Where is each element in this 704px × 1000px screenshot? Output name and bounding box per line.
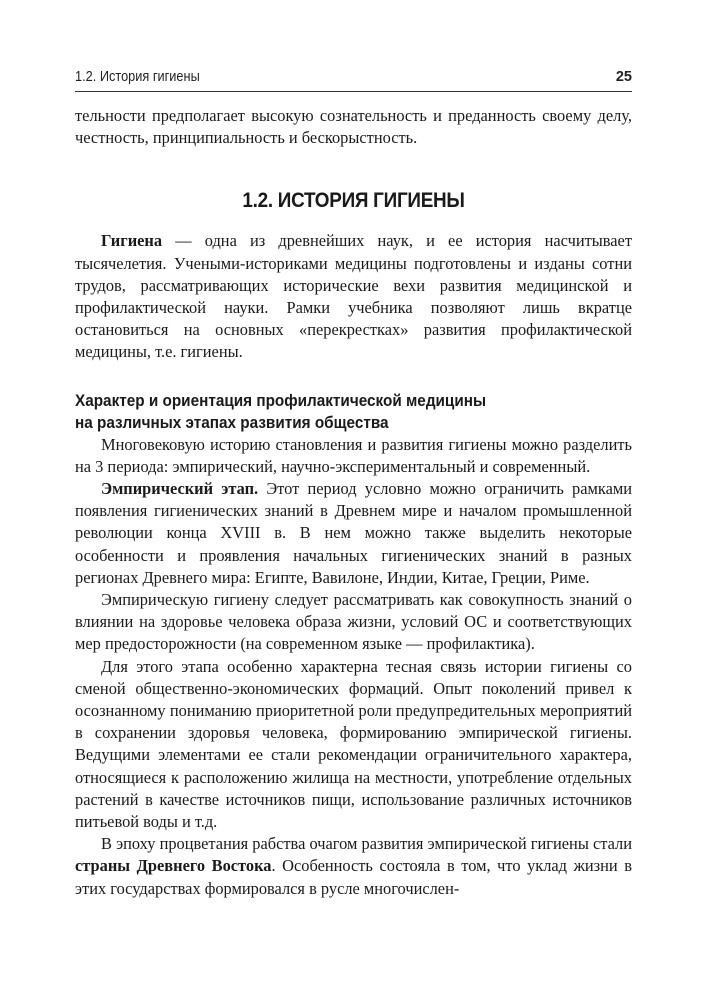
paragraph-periods-text: Многовековую историю становления и развития гигиены можно разделить на 3 периода: эмпирический, научно-экспериментальный и современный. — [75, 434, 632, 476]
paragraph-empirical-stage — [75, 478, 632, 589]
paragraph-hygiene-definition — [75, 230, 632, 363]
paragraph-stage-characteristics — [75, 656, 632, 834]
paragraph-stage-characteristics-text: Для этого этапа особенно характерна тесная связь истории гигиены со сменой общественно-экономических формаций. Опыт поколений привел к осознанному пониманию приоритетной роли предупредительных мероприятий в сохранении здоровья человека, формированию эмпирической гигиены. Ведущими элементами ее стали рекомендации ограничительного характера, относящиеся к расположению жилища на местности, употребление отдельных растений в качестве источников пищи, использование различных источников питьевой воды и т.д. — [75, 656, 632, 832]
paragraph-empirical-hygiene-text: Эмпирическую гигиену следует рассматривать как совокупность знаний о влиянии на здоровье человека образа жизни, условий ОС и соответствующих мер предосторожности (на современном языке — профилактика). — [75, 590, 632, 654]
page-number: 25 — [615, 69, 632, 85]
subsection-heading — [75, 390, 633, 434]
paragraph-empirical-hygiene — [75, 589, 632, 656]
term-hygiene: Гигиена — [101, 231, 163, 251]
paragraph-hygiene-text: — одна из древнейших наук, и ее история насчитывает тысячелетия. Учеными-историками медицины подготовлены и изданы сотни трудов, рассматривающих исторические вехи развития медицинской и профилактической науки. Рамки учебника позволяют лишь вкратце остановиться на основных «перекрестках» развития профилактической медицины, т.е. гигиены. — [75, 231, 632, 362]
header-divider — [75, 91, 632, 92]
subsection-heading-line2: на различных этапах развития общества — [75, 412, 389, 432]
intro-paragraph — [75, 105, 632, 149]
intro-text: тельности предполагает высокую сознательность и преданность своему делу, честность, принципиальность и бескорыстность. — [75, 106, 632, 148]
paragraph-ancient-east — [75, 833, 632, 900]
paragraph-ancient-east-text-after: . Особенность состояла в том, что уклад жизни в этих государствах формировался в русле многочислен- — [75, 856, 632, 898]
running-header — [75, 68, 632, 90]
paragraph-empirical-stage-text: Этот период условно можно ограничить рамками появления гигиенических знаний в Древнем мире и началом промышленной революции конца XVIII в. В нем можно также выделить некоторые особенности и проявления начальных гигиенических знаний в разных регионах Древнего мира: Египте, Вавилоне, Индии, Китае, Греции, Риме. — [75, 479, 632, 587]
chapter-title: 1.2. ИСТОРИЯ ГИГИЕНЫ — [242, 189, 465, 213]
term-ancient-east: страны Древнего Востока — [75, 856, 272, 876]
paragraph-ancient-east-text-before: В эпоху процветания рабства очагом развития эмпирической гигиены стали — [101, 834, 632, 854]
paragraph-periods — [75, 434, 632, 478]
subsection-heading-line1: Характер и ориентация профилактической медицины — [75, 390, 487, 410]
term-empirical-stage: Эмпирический этап. — [101, 479, 259, 499]
running-header-section: 1.2. История гигиены — [75, 69, 200, 85]
page-body — [75, 105, 632, 900]
